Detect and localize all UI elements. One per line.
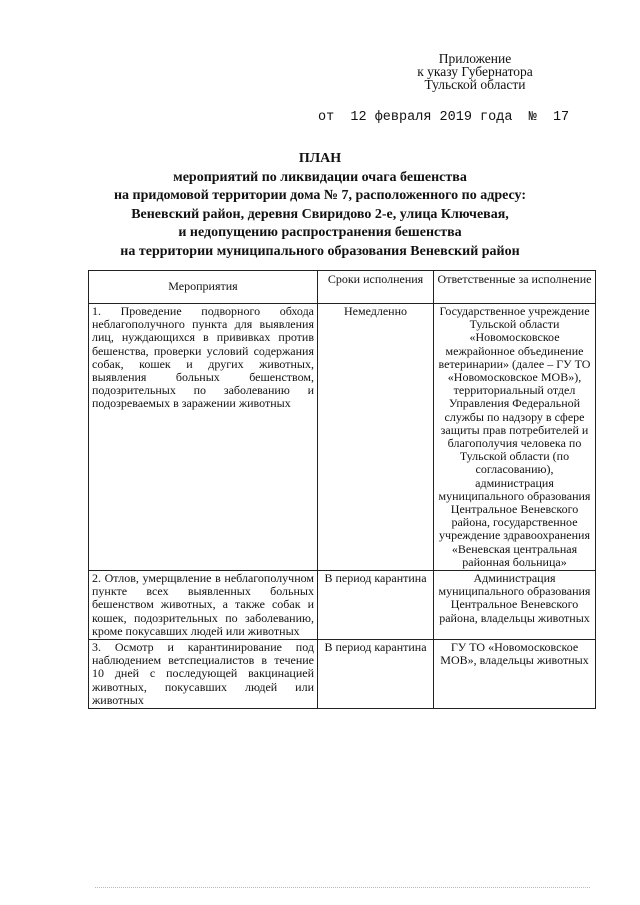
table-row bbox=[89, 640, 596, 709]
action-cell: 1. Проведение подворного обхода неблагополучного пункта для выявления лиц, нуждающихся в прививках против бешенства, проверки условий содержания собак, кошек и других животных, выявления больных бешенством, подозрительных по заболеванию и подозреваемых в заражении животных bbox=[89, 304, 318, 571]
action-cell: 2. Отлов, умерщвление в неблагополучном пункте всех выявленных больных бешенством животных, а также собак и кошек, подозрительных по заболеванию, кроме покусавших людей или животных bbox=[89, 571, 318, 640]
appendix-block bbox=[370, 52, 580, 91]
plan-heading bbox=[80, 150, 560, 261]
header-measures: Мероприятия bbox=[89, 271, 318, 304]
plan-title: ПЛАН bbox=[298, 151, 342, 166]
header-responsible: Ответственные за исполнение bbox=[434, 271, 596, 304]
table-row bbox=[89, 304, 596, 571]
appendix-line: Приложение bbox=[438, 51, 512, 66]
plan-subtitle-line: и недопущению распространения бешенства bbox=[178, 225, 462, 240]
term-cell: Немедленно bbox=[318, 304, 434, 571]
term-cell: В период карантина bbox=[318, 640, 434, 709]
measures-table bbox=[88, 270, 596, 709]
plan-subtitle-line: на придомовой территории дома № 7, расположенного по адресу: bbox=[113, 188, 527, 203]
scan-edge-dots bbox=[95, 887, 590, 890]
action-cell: 3. Осмотр и карантинирование под наблюдением ветспециалистов в течение 10 дней с последующей вакцинацией животных, покусавших людей или животных bbox=[89, 640, 318, 709]
table-header-row bbox=[89, 271, 596, 304]
table-row bbox=[89, 571, 596, 640]
term-cell: В период карантина bbox=[318, 571, 434, 640]
plan-subtitle-line: мероприятий по ликвидации очага бешенства bbox=[173, 169, 467, 185]
appendix-line: Тульской области bbox=[424, 77, 526, 92]
header-terms: Сроки исполнения bbox=[318, 271, 434, 304]
responsible-cell: ГУ ТО «Новомосковское МОВ», владельцы животных bbox=[434, 640, 596, 709]
plan-subtitle-line: Веневский район, деревня Свиридово 2-е, улица Ключевая, bbox=[131, 206, 509, 222]
responsible-cell: Администрация муниципального образования Центральное Веневского района, владельцы животных bbox=[434, 571, 596, 640]
decree-date-number: от 12 февраля 2019 года № 17 bbox=[318, 110, 570, 125]
appendix-line: к указу Губернатора bbox=[417, 64, 533, 79]
plan-subtitle-line: на территории муниципального образования Веневский район bbox=[120, 243, 520, 259]
responsible-cell: Государственное учреждение Тульской области «Новомосковское межрайонное объединение ветеринарии» (далее – ГУ ТО «Новомосковское МОВ»), территориальный отдел Управления Федеральной службы по надзору в сфере защиты прав потребителей и благополучия человека по Тульской области (по согласованию), администрация муниципального образования Центральное Веневского района, государственное учреждение здравоохранения «Веневская центральная районная больница» bbox=[434, 304, 596, 571]
